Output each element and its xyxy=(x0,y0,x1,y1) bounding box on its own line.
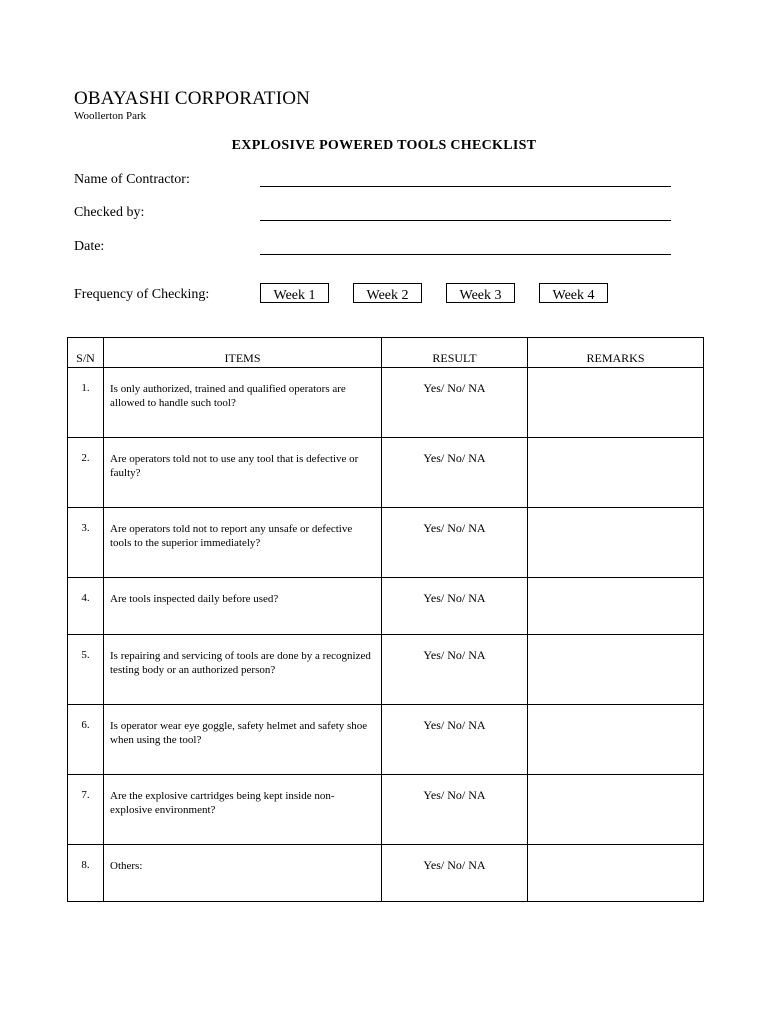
header-sn: S/N xyxy=(68,338,104,368)
table-row xyxy=(68,705,704,775)
row-result[interactable]: Yes/ No/ NA xyxy=(382,705,528,775)
table-row xyxy=(68,845,704,902)
row-item: Is only authorized, trained and qualified operators are allowed to handle such tool? xyxy=(104,368,382,438)
row-remarks[interactable] xyxy=(528,845,704,902)
company-name: OBAYASHI CORPORATION xyxy=(74,88,311,109)
date-label: Date: xyxy=(74,239,105,254)
row-result[interactable]: Yes/ No/ NA xyxy=(382,578,528,635)
row-result[interactable]: Yes/ No/ NA xyxy=(382,508,528,578)
row-result[interactable]: Yes/ No/ NA xyxy=(382,635,528,705)
table-row xyxy=(68,368,704,438)
row-sn: 6. xyxy=(68,705,104,775)
row-remarks[interactable] xyxy=(528,368,704,438)
header-items: ITEMS xyxy=(104,338,382,368)
row-sn: 5. xyxy=(68,635,104,705)
contractor-label: Name of Contractor: xyxy=(74,172,190,187)
date-line[interactable] xyxy=(260,254,671,255)
header-result: RESULT xyxy=(382,338,528,368)
row-sn: 3. xyxy=(68,508,104,578)
table-header-row xyxy=(68,338,704,368)
contractor-line[interactable] xyxy=(260,186,671,187)
row-item: Are operators told not to report any unsafe or defective tools to the superior immediately? xyxy=(104,508,382,578)
frequency-label: Frequency of Checking: xyxy=(74,287,210,302)
header-remarks: REMARKS xyxy=(528,338,704,368)
table-row xyxy=(68,578,704,635)
row-remarks[interactable] xyxy=(528,635,704,705)
row-result[interactable]: Yes/ No/ NA xyxy=(382,775,528,845)
table-row xyxy=(68,508,704,578)
table-row xyxy=(68,438,704,508)
table-row xyxy=(68,635,704,705)
checked-by-label: Checked by: xyxy=(74,205,145,220)
row-result[interactable]: Yes/ No/ NA xyxy=(382,368,528,438)
row-item: Is repairing and servicing of tools are done by a recognized testing body or an authorized person? xyxy=(104,635,382,705)
document-title: EXPLOSIVE POWERED TOOLS CHECKLIST xyxy=(231,138,537,153)
checklist-table xyxy=(67,337,704,902)
row-sn: 4. xyxy=(68,578,104,635)
row-sn: 8. xyxy=(68,845,104,902)
row-sn: 7. xyxy=(68,775,104,845)
table-row xyxy=(68,775,704,845)
week-2-box[interactable]: Week 2 xyxy=(353,283,422,303)
checked-by-line[interactable] xyxy=(260,220,671,221)
row-result[interactable]: Yes/ No/ NA xyxy=(382,845,528,902)
row-remarks[interactable] xyxy=(528,508,704,578)
row-item: Are the explosive cartridges being kept inside non-explosive environment? xyxy=(104,775,382,845)
row-sn: 2. xyxy=(68,438,104,508)
row-item: Are operators told not to use any tool that is defective or faulty? xyxy=(104,438,382,508)
row-remarks[interactable] xyxy=(528,578,704,635)
row-result[interactable]: Yes/ No/ NA xyxy=(382,438,528,508)
company-location: Woollerton Park xyxy=(74,110,147,122)
row-remarks[interactable] xyxy=(528,705,704,775)
week-4-box[interactable]: Week 4 xyxy=(539,283,608,303)
row-sn: 1. xyxy=(68,368,104,438)
row-remarks[interactable] xyxy=(528,438,704,508)
week-1-box[interactable]: Week 1 xyxy=(260,283,329,303)
week-3-box[interactable]: Week 3 xyxy=(446,283,515,303)
row-remarks[interactable] xyxy=(528,775,704,845)
row-item: Others: xyxy=(104,845,382,902)
row-item: Are tools inspected daily before used? xyxy=(104,578,382,635)
row-item: Is operator wear eye goggle, safety helmet and safety shoe when using the tool? xyxy=(104,705,382,775)
